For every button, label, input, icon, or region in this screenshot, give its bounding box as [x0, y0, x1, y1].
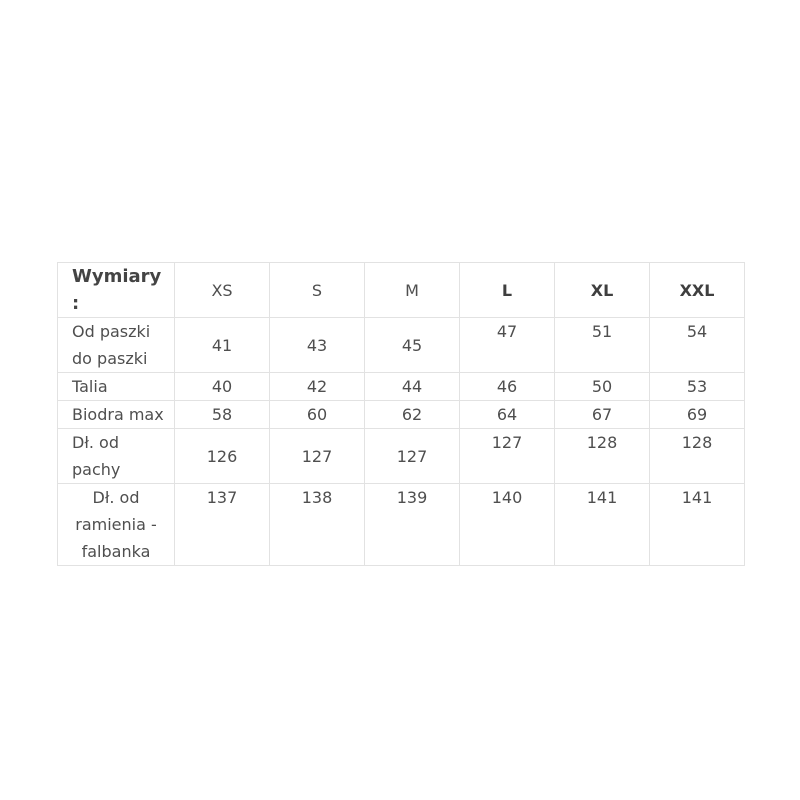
table-cell: 44 [365, 373, 460, 401]
table-cell: 46 [460, 373, 555, 401]
row-label-line: Dł. od [72, 433, 119, 452]
table-cell: 137 [175, 484, 270, 566]
table-cell: 67 [555, 401, 650, 429]
row-label-line: pachy [72, 460, 121, 479]
size-header-xl: XL [555, 263, 650, 318]
row-label-line: falbanka [81, 542, 151, 561]
size-header-s: S [270, 263, 365, 318]
table-cell: 127 [365, 429, 460, 484]
table-cell: 139 [365, 484, 460, 566]
row-label-line: do paszki [72, 349, 148, 368]
table-row [58, 373, 745, 401]
row-label-line: Dł. od [92, 488, 140, 507]
table-cell: 47 [460, 318, 555, 373]
table-cell: 141 [555, 484, 650, 566]
row-label [58, 318, 175, 373]
table-cell: 51 [555, 318, 650, 373]
table-cell: 128 [650, 429, 745, 484]
row-label [58, 484, 175, 566]
size-header-xxl: XXL [650, 263, 745, 318]
table-cell: 141 [650, 484, 745, 566]
table-cell: 127 [460, 429, 555, 484]
table-cell: 42 [270, 373, 365, 401]
table-cell: 60 [270, 401, 365, 429]
table-cell: 40 [175, 373, 270, 401]
table-row [58, 318, 745, 373]
table-row [58, 429, 745, 484]
table-cell: 138 [270, 484, 365, 566]
row-label-line: ramienia - [75, 515, 157, 534]
table-cell: 54 [650, 318, 745, 373]
table-cell: 140 [460, 484, 555, 566]
row-label: Talia [58, 373, 175, 401]
table-cell: 126 [175, 429, 270, 484]
size-header-m: M [365, 263, 460, 318]
size-header-xs: XS [175, 263, 270, 318]
header-label: Wymiary : [58, 263, 175, 318]
table-cell: 43 [270, 318, 365, 373]
row-label [58, 429, 175, 484]
table-cell: 53 [650, 373, 745, 401]
row-label: Biodra max [58, 401, 175, 429]
table-row [58, 484, 745, 566]
table-cell: 45 [365, 318, 460, 373]
size-chart-table [57, 262, 745, 566]
table-cell: 41 [175, 318, 270, 373]
size-header-l: L [460, 263, 555, 318]
table-cell: 128 [555, 429, 650, 484]
table-row [58, 401, 745, 429]
table-cell: 50 [555, 373, 650, 401]
table-cell: 69 [650, 401, 745, 429]
row-label-line: Od paszki [72, 322, 151, 341]
table-cell: 64 [460, 401, 555, 429]
table-cell: 58 [175, 401, 270, 429]
header-row [58, 263, 745, 318]
table-cell: 127 [270, 429, 365, 484]
table-cell: 62 [365, 401, 460, 429]
